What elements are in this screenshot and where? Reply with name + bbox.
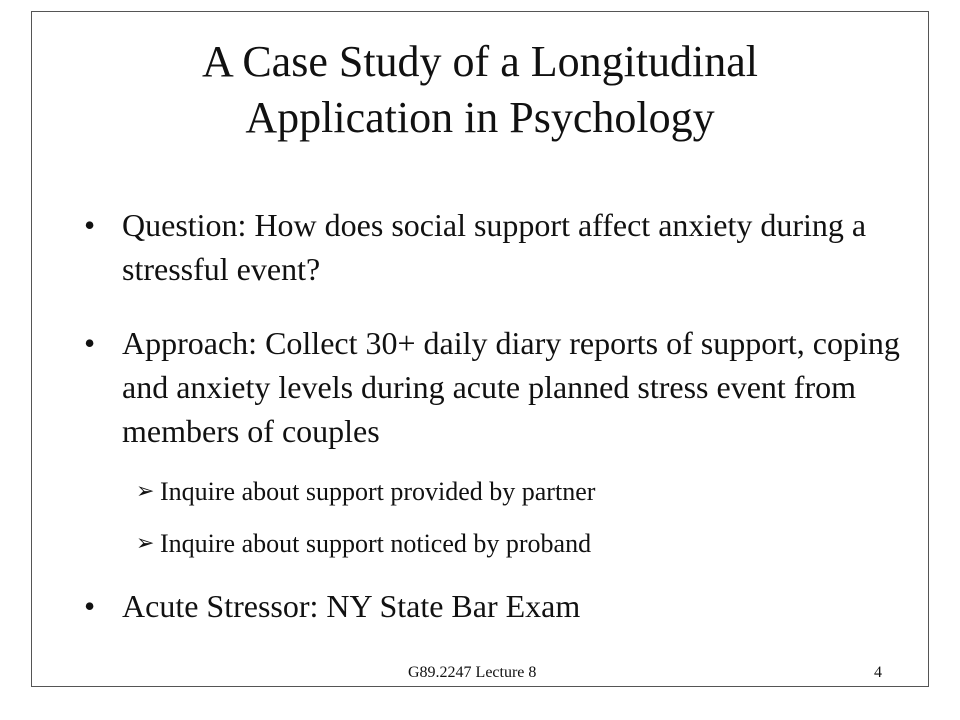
page-number: 4	[874, 664, 882, 681]
footer-label: G89.2247 Lecture 8	[408, 664, 537, 681]
sub-bullet-partner	[136, 475, 896, 509]
bullet-question	[84, 203, 908, 291]
bullet-text: Approach: Collect 30+ daily diary reports of support, coping and anxiety levels during acute planned stress event from members of couples	[122, 325, 900, 449]
sub-bullet-text: Inquire about support provided by partner	[160, 477, 596, 506]
bullet-list	[32, 12, 928, 686]
arrow-bullet-icon: ➢	[136, 531, 155, 556]
bullet-text: Question: How does social support affect anxiety during a stressful event?	[122, 207, 867, 287]
bullet-text: Acute Stressor: NY State Bar Exam	[122, 588, 581, 624]
bullet-marker: •	[84, 588, 96, 624]
sub-bullet-proband	[136, 527, 896, 561]
arrow-bullet-icon: ➢	[136, 479, 155, 504]
slide	[31, 11, 929, 687]
bullet-stressor	[84, 584, 908, 628]
bullet-approach	[84, 321, 908, 453]
title-line-2: Application in Psychology	[245, 93, 715, 142]
sub-bullet-text: Inquire about support noticed by proband	[160, 529, 592, 558]
title-line-1: A Case Study of a Longitudinal	[201, 37, 759, 86]
bullet-marker: •	[84, 207, 96, 243]
bullet-marker: •	[84, 325, 96, 361]
